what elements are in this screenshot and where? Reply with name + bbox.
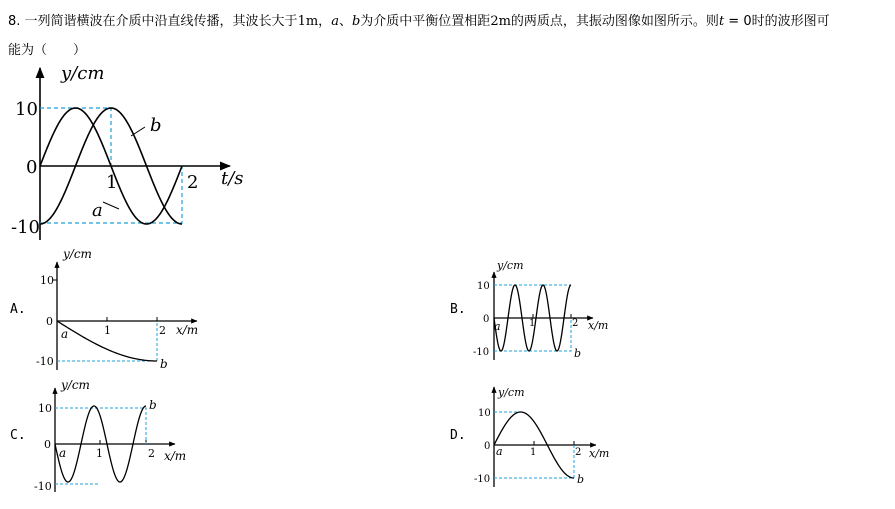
question-text-1: 一列简谐横波在介质中沿直线传播，其波长大于 <box>24 14 298 29</box>
opt-c-label-b: b <box>149 398 157 412</box>
question-text-6: = 0时的波形图可 <box>724 14 830 29</box>
opt-c-tick-neg10: -10 <box>34 480 52 493</box>
question-line-2: 能为（ ） <box>8 43 87 58</box>
opt-a-tick-10: 10 <box>40 274 54 287</box>
opt-c-x-label: x/m <box>164 449 187 463</box>
opt-a-tick-neg10: -10 <box>36 355 54 368</box>
question-text-5: 的两质点，其振动图像如图所示。则 <box>510 14 719 29</box>
question-number: 8. <box>8 14 21 29</box>
option-d-letter[interactable]: D. <box>450 428 466 443</box>
opt-d-label-a: a <box>496 445 503 458</box>
option-a-graph <box>36 247 198 371</box>
opt-b-y-label: y/cm <box>497 259 524 272</box>
opt-b-tick-2: 2 <box>572 318 579 329</box>
opt-c-y-label: y/cm <box>61 378 90 392</box>
main-tick-neg10: -10 <box>11 217 40 238</box>
opt-a-tick-1: 1 <box>104 324 111 337</box>
opt-a-tick-0: 0 <box>46 315 53 328</box>
main-label-b: b <box>150 115 162 136</box>
value-1m: 1m <box>297 14 319 29</box>
opt-a-x-label: x/m <box>176 323 199 337</box>
main-tick-0: 0 <box>26 157 38 178</box>
opt-b-tick-10: 10 <box>477 281 490 292</box>
option-c-letter[interactable]: C. <box>10 428 26 443</box>
opt-d-x-label: x/m <box>589 447 610 460</box>
opt-a-label-a: a <box>61 327 69 341</box>
question-text-4: 为介质中平衡位置相距 <box>360 14 491 29</box>
opt-c-tick-2: 2 <box>148 447 155 460</box>
option-b-letter[interactable]: B. <box>450 302 466 317</box>
option-c-graph <box>34 378 186 493</box>
question-text-3: 、 <box>338 14 352 29</box>
opt-a-label-b: b <box>160 357 168 371</box>
opt-b-label-b: b <box>574 347 582 360</box>
opt-b-tick-1: 1 <box>529 318 536 329</box>
opt-c-guide-top <box>55 408 146 444</box>
opt-d-label-b: b <box>577 473 585 486</box>
main-y-label: y/cm <box>61 63 105 84</box>
opt-c-label-a: a <box>59 446 67 460</box>
main-guide-top <box>40 108 111 166</box>
point-b-label: b <box>351 14 361 29</box>
opt-d-tick-1: 1 <box>530 447 537 458</box>
opt-b-tick-neg10: -10 <box>473 347 490 358</box>
opt-d-tick-10: 10 <box>478 408 491 419</box>
opt-d-y-label: y/cm <box>498 386 525 399</box>
opt-b-label-a: a <box>494 320 501 333</box>
label-a-leader <box>103 202 119 209</box>
opt-d-tick-0: 0 <box>484 441 491 452</box>
opt-c-tick-0: 0 <box>44 438 51 451</box>
main-x-label: t/s <box>221 168 244 189</box>
opt-c-tick-1: 1 <box>96 447 103 460</box>
main-tick-2: 2 <box>187 172 199 193</box>
option-a-letter[interactable]: A. <box>10 302 26 317</box>
opt-a-tick-2: 2 <box>159 324 166 337</box>
question-text-2: ， <box>318 14 332 29</box>
main-label-a: a <box>92 200 103 221</box>
opt-d-tick-neg10: -10 <box>474 474 491 485</box>
main-graph <box>11 63 244 240</box>
opt-d-tick-2: 2 <box>575 447 582 458</box>
opt-a-y-label: y/cm <box>63 247 92 261</box>
label-b-leader <box>131 127 145 136</box>
opt-b-x-label: x/m <box>588 319 609 332</box>
opt-b-tick-0: 0 <box>483 314 490 325</box>
opt-c-tick-10: 10 <box>38 402 52 415</box>
option-b-graph <box>473 259 608 360</box>
main-tick-1: 1 <box>106 172 118 193</box>
time-variable: t <box>718 14 725 29</box>
value-2m: 2m <box>490 14 511 29</box>
main-tick-10: 10 <box>15 99 38 120</box>
point-a-label: a <box>331 14 339 29</box>
option-d-graph <box>474 386 609 487</box>
